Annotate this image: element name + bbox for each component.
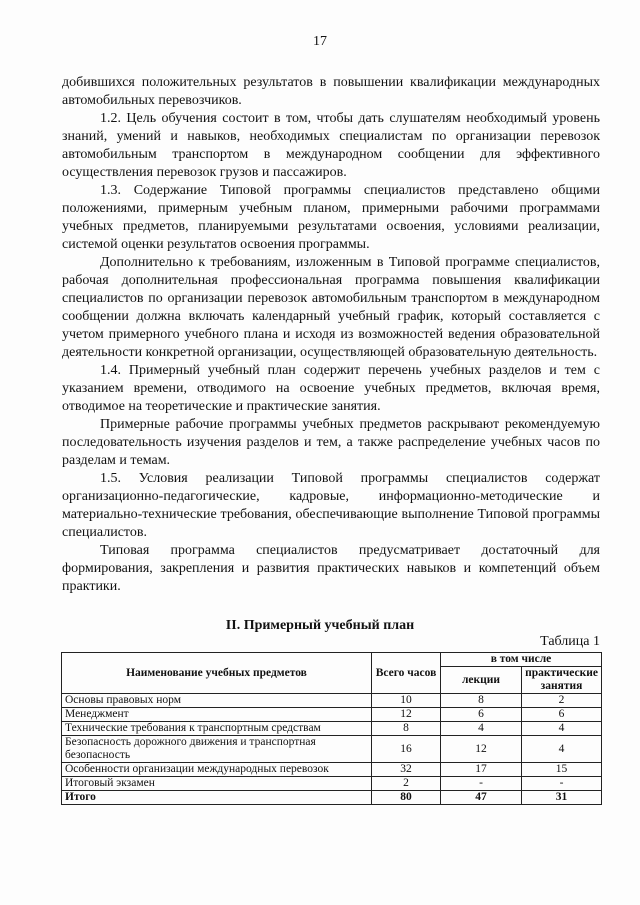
lecture-hours: 47	[441, 791, 522, 805]
total-hours: 10	[372, 694, 441, 708]
paragraph: Дополнительно к требованиям, изложенным в Типовой программе специалистов, рабочая дополнительная профессиональная программа повышения квалификации специалистов по организации перевозок автомобильным транспортом в международном сообщении должна включать календарный учебный график, который составляется с учетом примерного учебного плана и исходя из возможностей ведения образовательной деятельности конкретной организации, осуществляющей образовательную деятельность.	[62, 255, 600, 360]
study-plan-table	[61, 652, 602, 805]
header-practice: практические занятия	[522, 667, 602, 694]
total-row	[62, 791, 602, 805]
table-row	[62, 722, 602, 736]
table-row	[62, 694, 602, 708]
total-hours: 8	[372, 722, 441, 736]
paragraph: добившихся положительных результатов в повышении квалификации международных автомобильных перевозчиков.	[62, 75, 600, 108]
total-hours: 80	[372, 791, 441, 805]
table-row	[62, 763, 602, 777]
lecture-hours: 12	[441, 736, 522, 763]
practice-hours: 6	[522, 708, 602, 722]
paragraph: Примерные рабочие программы учебных предметов раскрывают рекомендуемую последовательность изучения разделов и тем, а также распределение учебных часов по разделам и темам.	[62, 417, 600, 468]
subject-name: Безопасность дорожного движения и транспортная безопасность	[62, 736, 372, 763]
total-hours: 32	[372, 763, 441, 777]
total-hours: 12	[372, 708, 441, 722]
subject-name: Итоговый экзамен	[62, 777, 372, 791]
table-row	[62, 777, 602, 791]
header-total: Всего часов	[372, 653, 441, 694]
paragraph: 1.3. Содержание Типовой программы специалистов представлено общими положениями, примерным учебным планом, примерными рабочими программами учебных предметов, планируемыми результатами освоения, условиями реализации, системой оценки результатов освоения программы.	[62, 183, 600, 252]
total-hours: 16	[372, 736, 441, 763]
table-row	[62, 736, 602, 763]
lecture-hours: 8	[441, 694, 522, 708]
practice-hours: 31	[522, 791, 602, 805]
subject-name: Технические требования к транспортным средствам	[62, 722, 372, 736]
lecture-hours: 6	[441, 708, 522, 722]
header-lectures: лекции	[441, 667, 522, 694]
practice-hours: 15	[522, 763, 602, 777]
paragraph: 1.5. Условия реализации Типовой программы специалистов содержат организационно-педагогические, кадровые, информационно-методические и материально-технические требования, обеспечивающие выполнение Типовой программы специалистов.	[62, 471, 600, 540]
table-label: Таблица 1	[540, 634, 600, 649]
subject-name: Особенности организации международных перевозок	[62, 763, 372, 777]
total-hours: 2	[372, 777, 441, 791]
body-text	[62, 74, 600, 596]
section-title: II. Примерный учебный план	[225, 618, 415, 633]
practice-hours: 4	[522, 736, 602, 763]
page-number: 17	[313, 34, 327, 49]
practice-hours: 2	[522, 694, 602, 708]
header-group: в том числе	[441, 653, 602, 667]
subject-name: Основы правовых норм	[62, 694, 372, 708]
practice-hours: 4	[522, 722, 602, 736]
total-label: Итого	[62, 791, 372, 805]
table-row	[62, 708, 602, 722]
practice-hours: -	[522, 777, 602, 791]
lecture-hours: 4	[441, 722, 522, 736]
paragraph: Типовая программа специалистов предусматривает достаточный для формирования, закрепления и развития практических навыков и компетенций объем практики.	[62, 543, 600, 594]
lecture-hours: -	[441, 777, 522, 791]
paragraph: 1.2. Цель обучения состоит в том, чтобы дать слушателям необходимый уровень знаний, умений и навыков, необходимых специалистам по организации перевозок автомобильным транспортом в международном сообщении для эффективного осуществления перевозок грузов и пассажиров.	[62, 111, 600, 180]
header-subject: Наименование учебных предметов	[62, 653, 372, 694]
subject-name: Менеджмент	[62, 708, 372, 722]
lecture-hours: 17	[441, 763, 522, 777]
paragraph: 1.4. Примерный учебный план содержит перечень учебных разделов и тем с указанием времени, отводимого на освоение учебных предметов, включая время, отводимое на теоретические и практические занятия.	[62, 363, 600, 414]
